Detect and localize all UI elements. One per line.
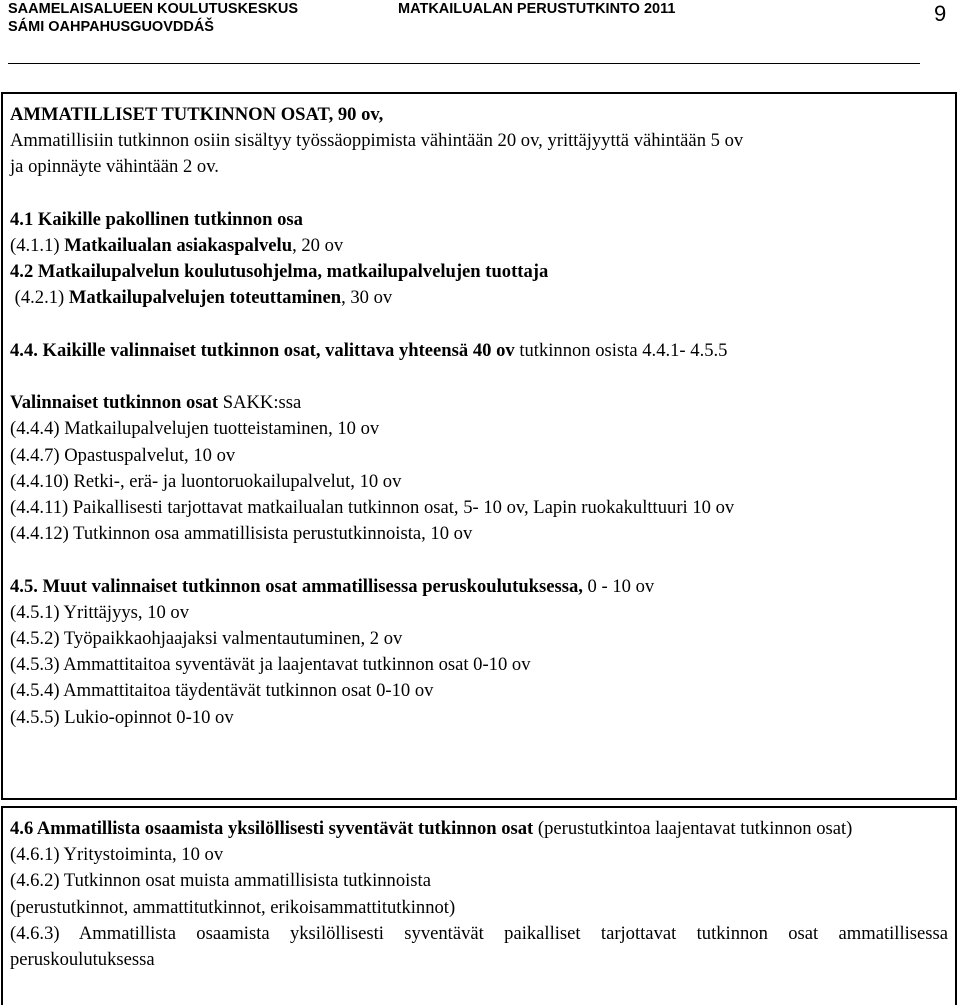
- header-divider: [8, 63, 920, 64]
- intro-line: Ammatillisiin tutkinnon osiin sisältyy työssäoppimista vähintään 20 ov, yrittäjyyttä vähintään 5 ov: [10, 130, 744, 152]
- org-name-sami: SÁMI OAHPAHUSGUOVDDÁŠ: [8, 19, 214, 35]
- list-item-continuation: (perustutkinnot, ammattitutkinnot, erikoisammattitutkinnot): [10, 896, 456, 918]
- list-item: (4.5.5) Lukio-opinnot 0-10 ov: [10, 706, 234, 728]
- org-name-finnish: SAAMELAISALUEEN KOULUTUSKESKUS: [8, 1, 299, 17]
- section-4-6-heading: 4.6 Ammatillista osaamista yksilöllisesti syventävät tutkinnon osat (perustutkintoa laajentavat tutkinnon osat): [10, 818, 853, 839]
- section-title: AMMATILLISET TUTKINNON OSAT, 90 ov,: [10, 104, 384, 125]
- list-item: (4.4.11) Paikallisesti tarjottavat matkailualan tutkinnon osat, 5- 10 ov, Lapin ruokakulttuuri 10 ov: [10, 497, 735, 518]
- page-number: 9: [934, 1, 947, 26]
- header-organization: [8, 0, 298, 36]
- list-item: (4.4.4) Matkailupalvelujen tuotteistaminen, 10 ov: [10, 418, 380, 440]
- list-item: (4.6.2) Tutkinnon osat muista ammatillisista tutkinnoista: [10, 870, 431, 892]
- list-item: (4.4.12) Tutkinnon osa ammatillisista perustutkinnoista, 10 ov: [10, 523, 473, 545]
- section-4-4-heading: 4.4. Kaikille valinnaiset tutkinnon osat, valittava yhteensä 40 ov tutkinnon osista 4.4.1- 4.5.5: [10, 339, 728, 361]
- unit-4-1-1: (4.1.1) Matkailualan asiakaspalvelu, 20 ov: [10, 235, 344, 256]
- section-4-5-heading: 4.5. Muut valinnaiset tutkinnon osat ammatillisessa peruskoulutuksessa, 0 - 10 ov: [10, 575, 655, 597]
- section-4-2-heading: 4.2 Matkailupalvelun koulutusohjelma, matkailupalvelujen tuottaja: [10, 261, 549, 283]
- list-item: (4.4.10) Retki-, erä- ja luontoruokailupalvelut, 10 ov: [10, 470, 402, 492]
- header-program: MATKAILUALAN PERUSTUTKINTO 2011: [398, 1, 676, 17]
- list-item: (4.4.7) Opastuspalvelut, 10 ov: [10, 444, 236, 466]
- sakk-heading: Valinnaiset tutkinnon osat SAKK:ssa: [10, 392, 302, 414]
- individual-deepening-units-box: [1, 806, 957, 1005]
- list-item: (4.6.3) Ammatillista osaamista yksilöllisesti syventävät paikalliset tarjottavat tutkinnon osat ammatillisessa peruskoulutuksessa: [10, 922, 948, 971]
- list-item: (4.5.1) Yrittäjyys, 10 ov: [10, 601, 190, 623]
- list-item: (4.6.1) Yritystoiminta, 10 ov: [10, 844, 224, 866]
- vocational-units-box: [1, 92, 957, 800]
- list-item: (4.5.4) Ammattitaitoa täydentävät tutkinnon osat 0-10 ov: [10, 680, 434, 702]
- section-4-1-heading: 4.1 Kaikille pakollinen tutkinnon osa: [10, 208, 303, 230]
- list-item: (4.5.3) Ammattitaitoa syventävät ja laajentavat tutkinnon osat 0-10 ov: [10, 654, 531, 676]
- intro-line: ja opinnäyte vähintään 2 ov.: [10, 156, 219, 178]
- unit-4-2-1: (4.2.1) Matkailupalvelujen toteuttaminen, 30 ov: [10, 287, 393, 309]
- list-item: (4.5.2) Työpaikkaohjaajaksi valmentautuminen, 2 ov: [10, 628, 403, 649]
